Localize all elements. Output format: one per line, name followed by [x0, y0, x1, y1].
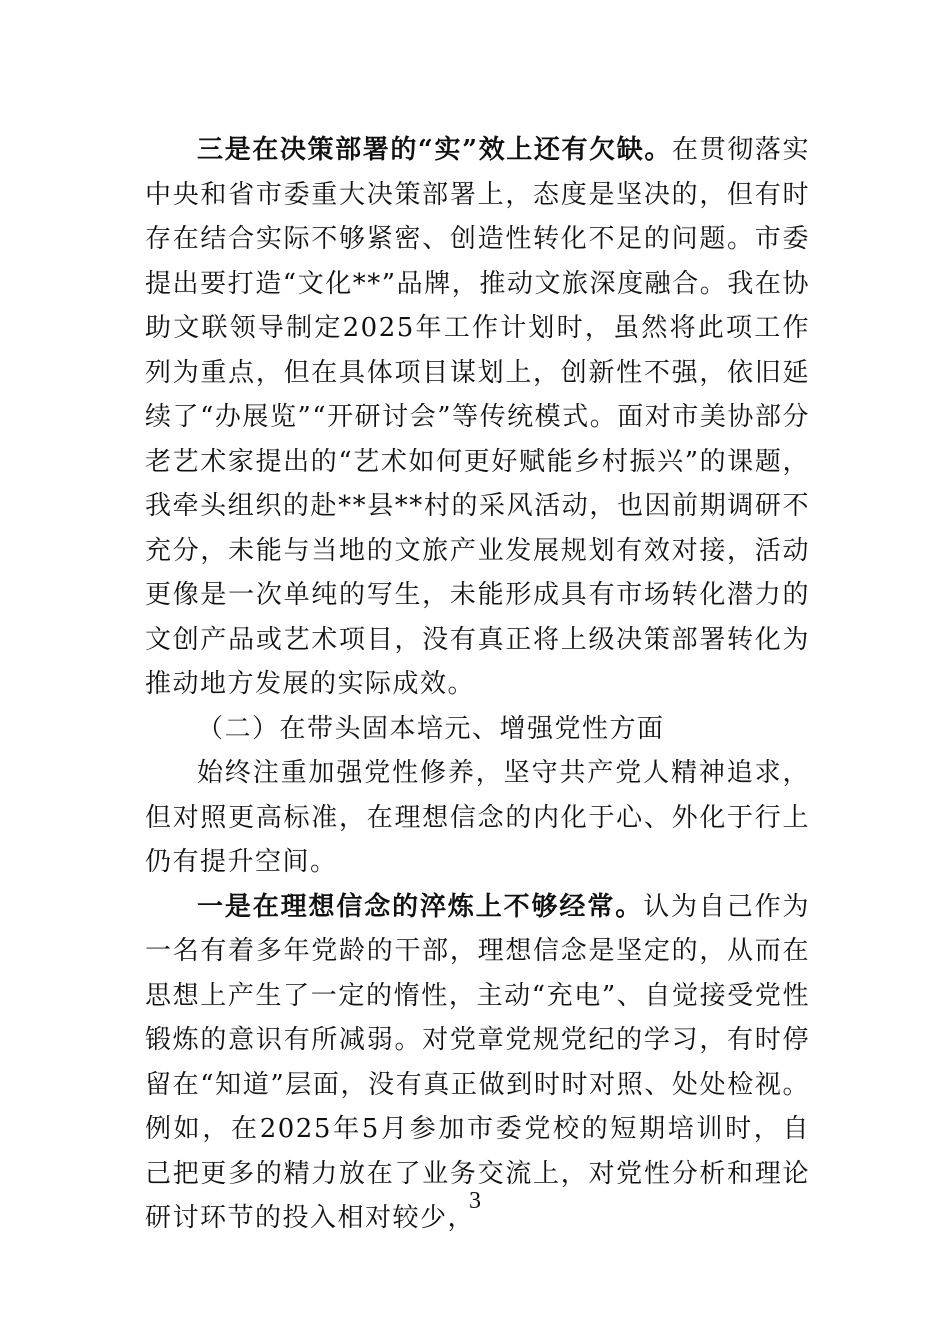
paragraph-party-spirit-intro: 始终注重加强党性修养，坚守共产党人精神追求，但对照更高标准，在理想信念的内化于心、外化于行上仍有提升空间。	[145, 758, 810, 877]
paragraph-lead-bold: 三是在决策部署的“实”效上还有欠缺。	[197, 135, 673, 165]
paragraph-decision-implementation	[145, 128, 810, 707]
paragraph-text: 在贯彻落实中央和省市委重大决策部署上，态度是坚决的，但有时存在结合实际不够紧密、创造性转化不足的问题。市委提出要打造“文化**”品牌，推动文旅深度融合。我在协助文联领导制定2025年工作计划时，虽然将此项工作列为重点，但在具体项目谋划上，创新性不强，依旧延续了“办展览”“开研讨会”等传统模式。面对市美协部分老艺术家提出的“艺术如何更好赋能乡村振兴”的课题，我牵头组织的赴**县**村的采风活动，也因前期调研不充分，未能与当地的文旅产业发展规划有效对接，活动更像是一次单纯的写生，未能形成具有市场转化潜力的文创产品或艺术项目，没有真正将上级决策部署转化为推动地方发展的实际成效。	[145, 135, 810, 699]
paragraph-lead-bold: 一是在理想信念的淬炼上不够经常。	[197, 891, 644, 922]
paragraph-text: 认为自己作为一名有着多年党龄的干部，理想信念是坚定的，从而在思想上产生了一定的惰性，主动“充电”、自觉接受党性锻炼的意识有所减弱。对党章党规党纪的学习，有时停留在“知道”层面，没有真正做到时时对照、处处检视。例如，在2025年5月参加市委党校的短期培训时，自己把更多的精力放在了业务交流上，对党性分析和理论研讨环节的投入相对较少，	[145, 891, 810, 1233]
section-heading: （二）在带头固本培元、增强党性方面	[197, 713, 665, 744]
page-number: 3	[469, 1188, 481, 1214]
document-body	[145, 128, 810, 1241]
